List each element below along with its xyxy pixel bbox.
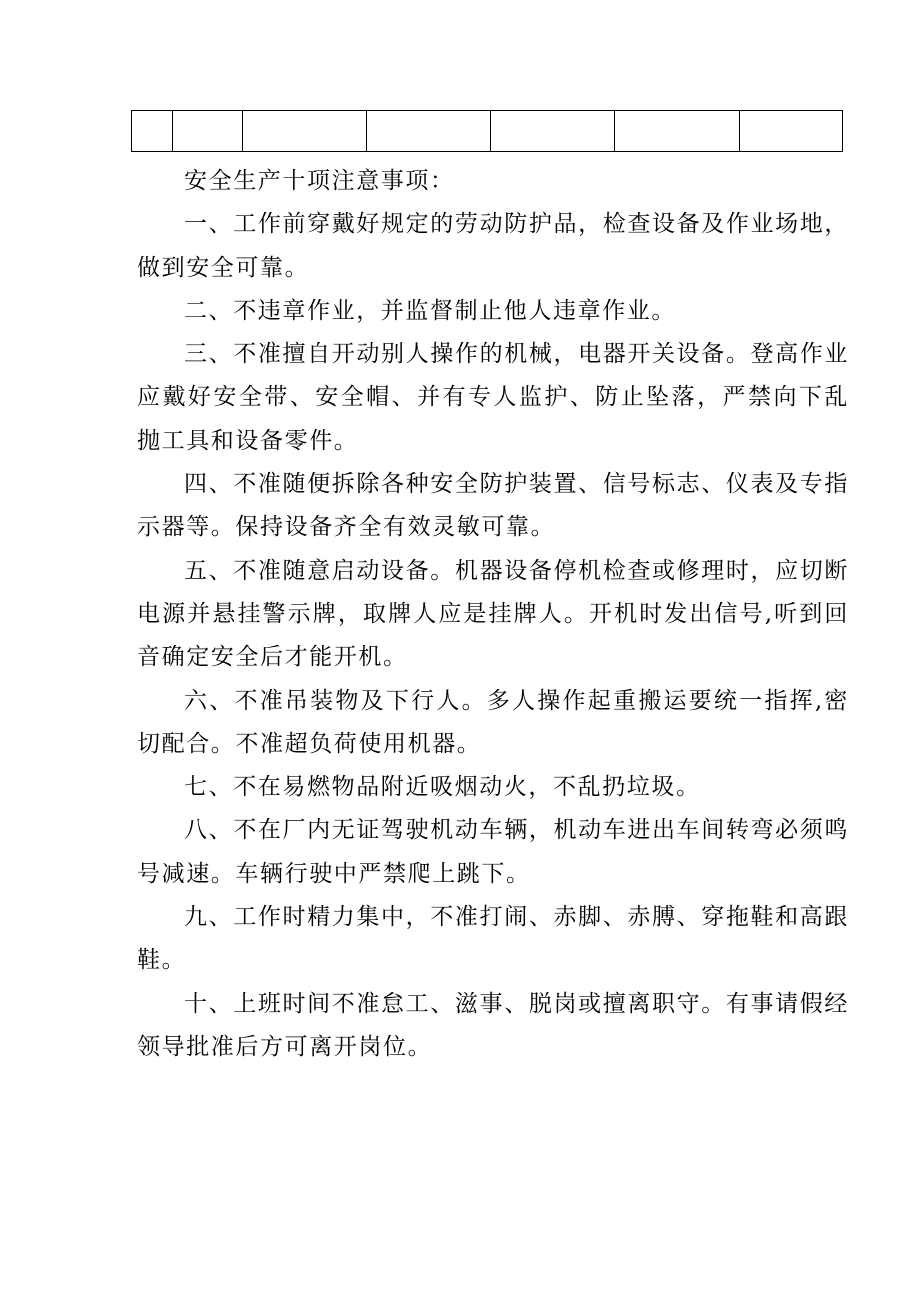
table-cell [491, 111, 615, 152]
notice-item-4: 四、不准随便拆除各种安全防护装置、信号标志、仪表及专指示器等。保持设备齐全有效灵敏可靠。 [137, 471, 849, 541]
form-table [131, 110, 843, 152]
notice-heading: 安全生产十项注意事项： [184, 168, 455, 194]
table-cell [173, 111, 243, 152]
table-cell [132, 111, 173, 152]
notice-item-8: 八、不在厂内无证驾驶机动车辆，机动车进出车间转弯必须鸣号减速。车辆行驶中严禁爬上跳下。 [137, 817, 849, 887]
notice-item-6: 六、不准吊装物及下行人。多人操作起重搬运要统一指挥,密切配合。不准超负荷使用机器。 [137, 687, 849, 757]
notice-item-2: 二、不违章作业，并监督制止他人违章作业。 [184, 297, 676, 324]
table-cell [740, 111, 843, 152]
notice-item-7: 七、不在易燃物品附近吸烟动火，不乱扔垃圾。 [184, 774, 701, 801]
table-cell [243, 111, 367, 152]
table-cell [367, 111, 491, 152]
table-row [132, 111, 843, 152]
notice-item-1: 一、工作前穿戴好规定的劳动防护品，检查设备及作业场地，做到安全可靠。 [137, 211, 849, 281]
notice-item-3: 三、不准擅自开动别人操作的机械，电器开关设备。登高作业应戴好安全带、安全帽、并有专人监护、防止坠落，严禁向下乱抛工具和设备零件。 [137, 341, 849, 454]
notice-item-9: 九、工作时精力集中，不准打闹、赤脚、赤膊、穿拖鞋和高跟鞋。 [137, 904, 849, 974]
notice-item-10: 十、上班时间不准怠工、滋事、脱岗或擅离职守。有事请假经领导批准后方可离开岗位。 [137, 990, 849, 1060]
safety-notice [137, 160, 849, 1069]
table-cell [615, 111, 740, 152]
notice-item-5: 五、不准随意启动设备。机器设备停机检查或修理时，应切断电源并悬挂警示牌，取牌人应是挂牌人。开机时发出信号,听到回音确定安全后才能开机。 [137, 557, 849, 671]
